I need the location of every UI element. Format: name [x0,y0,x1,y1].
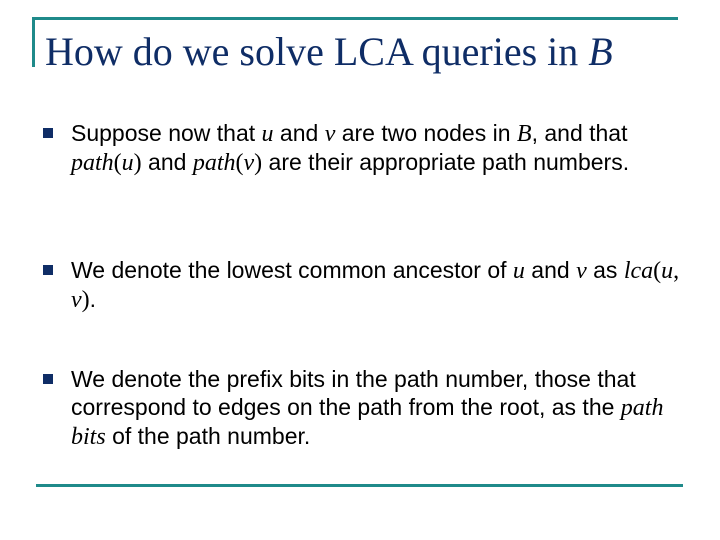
b1-path-v-fn: path [192,150,236,176]
b1-text-a: Suppose now that [71,120,262,146]
b1-path-v-arg: v [243,150,255,176]
b1-path-u-close: ) [133,150,142,176]
title-frame-top-line [32,17,678,20]
bullet-marker-3 [43,374,53,384]
bullet-text-2 [71,256,681,314]
b1-text-d: , and that [531,120,628,146]
b1-text-e: and [141,149,193,175]
b1-text-c: are two nodes in [335,120,517,146]
b1-var-B: B [516,121,532,147]
b2-lca-close: ) [81,287,90,313]
b1-path-u-open: ( [113,150,122,176]
bullet-marker-1 [43,128,53,138]
bullet-text-1 [71,119,681,177]
b1-text-f: are their appropriate path numbers. [262,149,630,175]
b3-emphasis-path-bits: path bits [71,395,664,450]
b2-text-d: . [89,286,97,312]
b1-path-v-open: ( [235,150,244,176]
b1-text-b: and [273,120,325,146]
b2-lca-open: ( [653,258,662,284]
b2-lca-v: v [71,287,82,313]
b1-path-u-fn: path [71,150,114,176]
b3-text-b: of the path number. [105,423,311,449]
b2-lca-fn: lca [623,258,654,284]
bullet-text-3 [71,365,681,451]
b1-var-v: v [324,121,336,147]
b2-text-a: We denote the lowest common ancestor of [71,257,513,283]
b2-text-c: as [586,257,624,283]
b1-path-v-close: ) [254,150,263,176]
b2-var-v: v [576,258,587,284]
b2-text-b: and [524,257,577,283]
b2-lca-u: u [661,258,674,284]
b1-path-u-arg: u [121,150,134,176]
title-frame-left-line [32,17,35,67]
b3-text-a: We denote the prefix bits in the path number, those that correspond to edges on the path from the root, as the [71,366,636,420]
bullet-marker-2 [43,265,53,275]
slide-title [45,28,613,76]
b2-var-u: u [512,258,525,284]
title-text: How do we solve LCA queries in [45,29,589,74]
title-math: B [588,29,613,74]
b2-lca-comma: , [673,258,680,284]
bottom-rule-line [36,484,683,487]
b1-var-u: u [261,121,274,147]
